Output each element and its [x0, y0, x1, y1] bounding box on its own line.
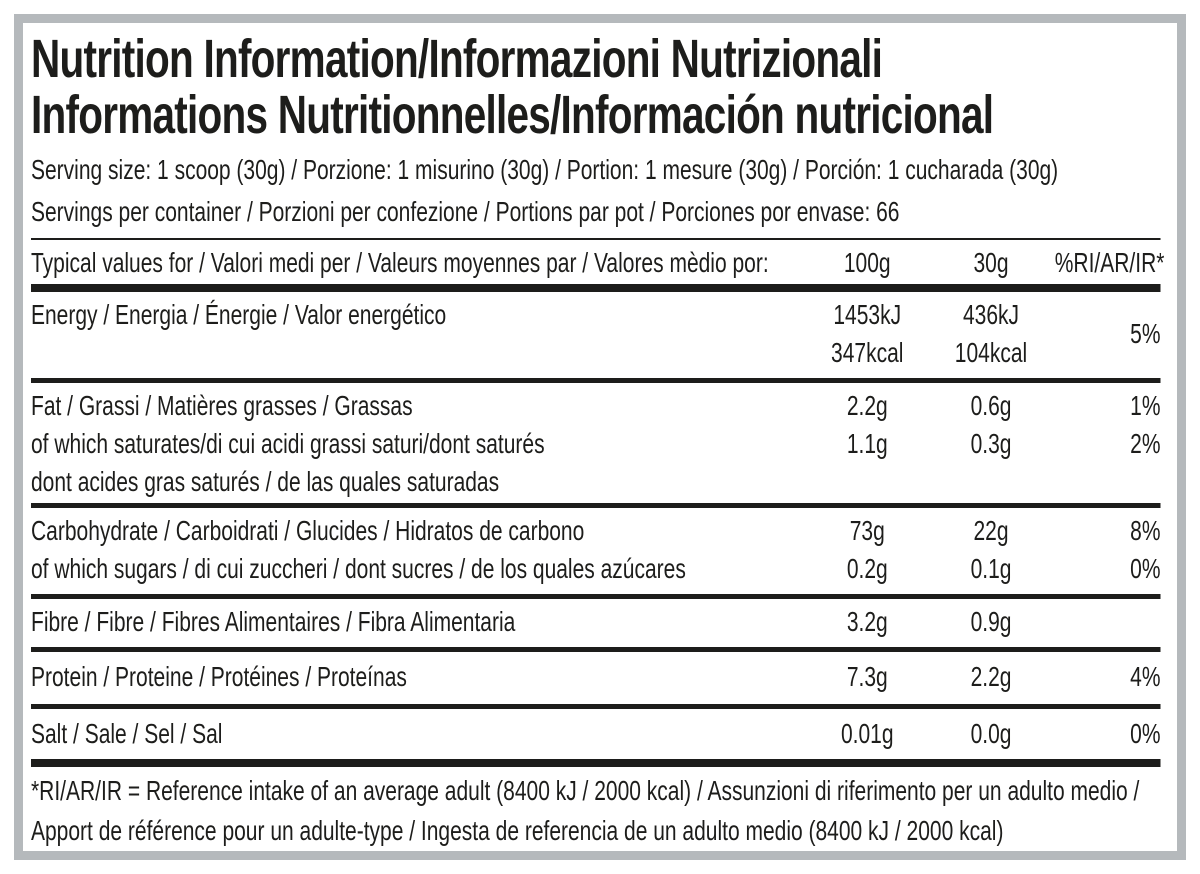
protein-ri: 4% — [1130, 661, 1161, 692]
fat-saturates-per100: 1.1g — [846, 428, 888, 459]
fat-per30: 0.6g — [970, 390, 1012, 421]
divider-thick-footnote — [31, 759, 1161, 767]
fat-saturates-ri: 2% — [1130, 428, 1161, 459]
carbohydrate-per100: 73g — [849, 515, 885, 546]
salt-ri: 0% — [1130, 718, 1161, 749]
row-carbohydrate — [31, 508, 1161, 594]
fibre-label: Fibre / Fibre / Fibres Alimentaires / Fibra Alimentaria — [31, 606, 516, 637]
salt-label: Salt / Sale / Sel / Sal — [31, 718, 223, 749]
carbohydrate-sugars-line — [31, 550, 1161, 588]
header-typical-values-label: Typical values for / Valori medi per / Valeurs moyennes par / Valores mèdio por: — [31, 247, 769, 278]
divider-thick-header — [31, 284, 1161, 292]
energy-per30-kj: 436kJ — [962, 299, 1020, 330]
servings-per-container-text: Servings per container / Porzioni per confezione / Portions par pot / Porciones por envase: 66 — [31, 196, 900, 227]
carbohydrate-per30: 22g — [973, 515, 1009, 546]
salt-per30: 0.0g — [970, 718, 1012, 749]
fat-label: Fat / Grassi / Matières grasses / Grassas — [31, 390, 413, 421]
row-salt — [31, 709, 1161, 759]
energy-per100 — [807, 296, 927, 372]
nutrition-label — [14, 14, 1186, 860]
energy-label: Energy / Energia / Énergie / Valor energético — [31, 299, 447, 330]
fat-saturates-per30: 0.3g — [970, 428, 1012, 459]
fat-ri: 1% — [1130, 390, 1161, 421]
reference-intake-footnote: *RI/AR/IR = Reference intake of an average adult (8400 kJ / 2000 kcal) / Assunzioni di riferimento per un adulto medio / Apport de référence pour un adulte-type / Ingesta de referencia de un adulto medio (8400 kJ / 2000 kcal) — [31, 775, 1140, 846]
energy-per30 — [927, 296, 1055, 372]
carbohydrate-main-line — [31, 512, 1161, 550]
energy-per30-kcal: 104kcal — [954, 337, 1028, 368]
fibre-per30: 0.9g — [970, 606, 1012, 637]
sugars-ri: 0% — [1130, 553, 1161, 584]
fat-saturates-line — [31, 425, 1161, 463]
header-col-30g: 30g — [973, 247, 1009, 278]
serving-size-text: Serving size: 1 scoop (30g) / Porzione: 1 misurino (30g) / Portion: 1 mesure (30g) / Porción: 1 cucharada (30g) — [31, 154, 1059, 185]
title-line-1: Nutrition Information/Informazioni Nutrizionali — [31, 29, 883, 89]
energy-per100-kcal: 347kcal — [831, 337, 904, 368]
label-title — [31, 31, 1161, 143]
row-energy — [31, 292, 1161, 378]
header-col-ri: %RI/AR/IR* — [1054, 247, 1165, 278]
sugars-per100: 0.2g — [846, 553, 888, 584]
fat-saturates-continuation-line — [31, 463, 1161, 501]
sugars-per30: 0.1g — [970, 553, 1012, 584]
fat-saturates-label: of which saturates/di cui acidi grassi saturi/dont saturés — [31, 428, 545, 459]
salt-per100: 0.01g — [840, 718, 894, 749]
row-fat — [31, 383, 1161, 503]
protein-label: Protein / Proteine / Protéines / Proteínas — [31, 661, 407, 692]
protein-per30: 2.2g — [970, 661, 1012, 692]
fat-per100: 2.2g — [846, 390, 888, 421]
energy-ri: 5% — [1130, 318, 1161, 349]
fat-main-line — [31, 387, 1161, 425]
carbohydrate-label: Carbohydrate / Carboidrati / Glucides / Hidratos de carbono — [31, 515, 585, 546]
sugars-label: of which sugars / di cui zuccheri / dont sucres / de los quales azúcares — [31, 553, 686, 584]
carbohydrate-ri: 8% — [1130, 515, 1161, 546]
label-content — [31, 29, 1165, 851]
table-header-row — [31, 240, 1165, 284]
energy-per100-kj: 1453kJ — [833, 299, 902, 330]
row-protein — [31, 652, 1161, 704]
fibre-per100: 3.2g — [846, 606, 888, 637]
header-col-100g: 100g — [843, 247, 891, 278]
protein-per100: 7.3g — [846, 661, 888, 692]
title-line-2: Informations Nutritionnelles/Información nutricional — [31, 85, 994, 145]
fat-saturates-label-cont: dont acides gras saturés / de las quales saturadas — [31, 466, 500, 497]
row-fibre — [31, 599, 1161, 647]
